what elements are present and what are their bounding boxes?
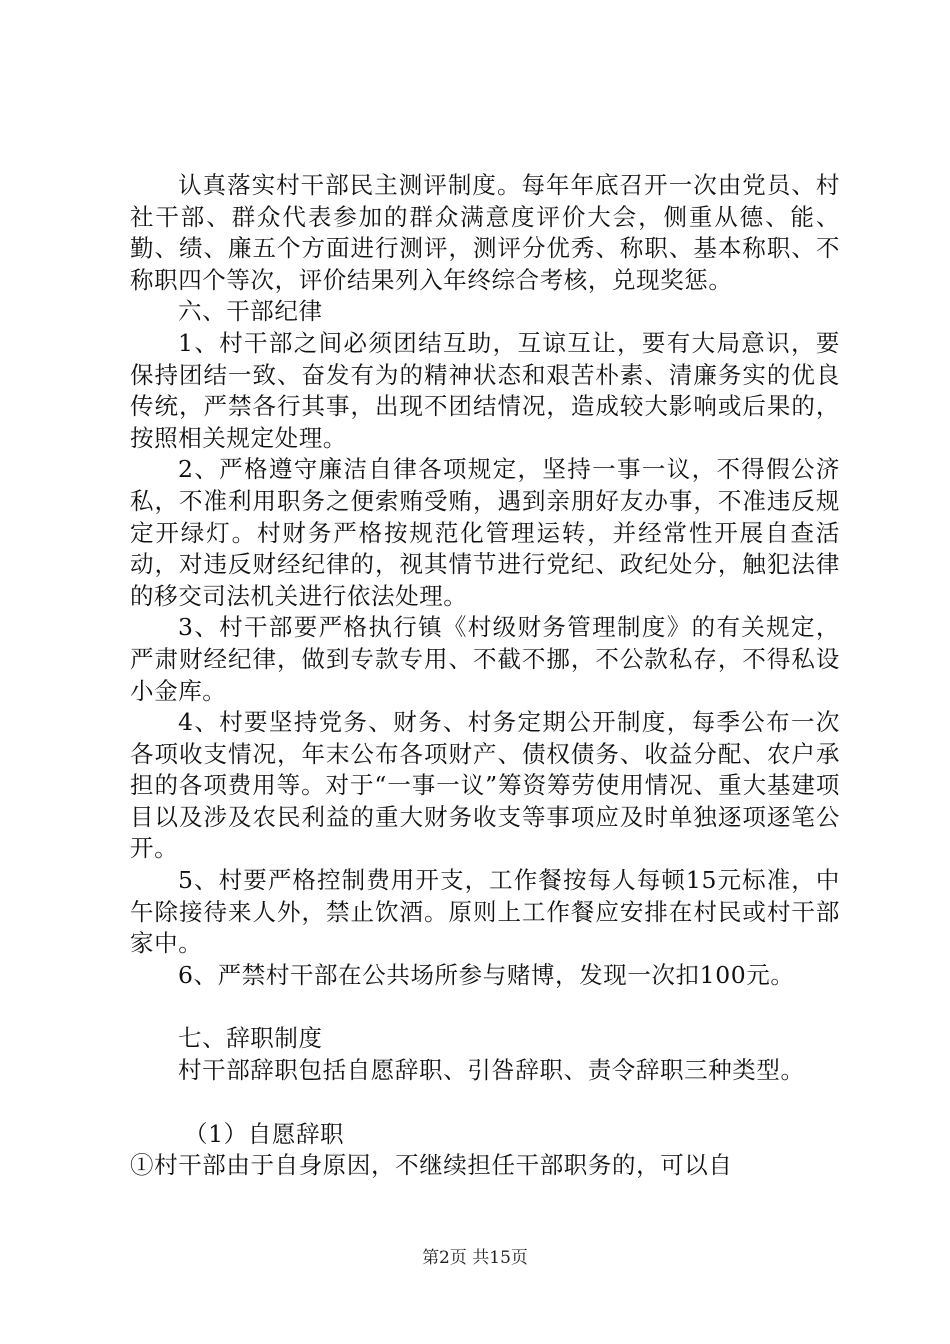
- paragraph-discipline-6: 6、严禁村干部在公共场所参与赌博，发现一次扣100元。: [178, 960, 795, 989]
- paragraph-resignation-types: 村干部辞职包括自愿辞职、引咎辞职、责令辞职三种类型。: [178, 1056, 805, 1085]
- section-heading-discipline: 六、干部纪律: [178, 297, 323, 326]
- section-heading-resignation: 七、辞职制度: [178, 1024, 323, 1053]
- paragraph-discipline-1: 1、村干部之间必须团结互助，互谅互让，要有大局意识，要保持团结一致、奋发有为的精神状态和艰苦朴素、清廉务实的优良传统，严禁各行其事，出现不团结情况，造成较大影响或后果的，按照相关规定处理。: [130, 328, 840, 452]
- paragraph-evaluation: 认真落实村干部民主测评制度。每年年底召开一次由党员、村社干部、群众代表参加的群众满意度评价大会，侧重从德、能、勤、绩、廉五个方面进行测评，测评分优秀、称职、基本称职、不称职四个等次，评价结果列入年终综合考核，兑现奖惩。: [130, 171, 840, 294]
- paragraph-voluntary-1: ①村干部由于自身原因，不继续担任干部职务的，可以自: [130, 1151, 733, 1180]
- spacer: [130, 991, 840, 1023]
- paragraph-discipline-2: 2、严格遵守廉洁自律各项规定，坚持一事一议，不得假公济私，不准利用职务之便索贿受贿，遇到亲朋好友办事，不准违反规定开绿灯。村财务严格按规范化管理运转，并经常性开展自查活动，对违反财经纪律的，视其情节进行党纪、政纪处分，触犯法律的移交司法机关进行依法处理。: [130, 455, 840, 610]
- paragraph-discipline-4: 4、村要坚持党务、财务、村务定期公开制度，每季公布一次各项收支情况，年末公布各项财产、债权债务、收益分配、农户承担的各项费用等。对于“一事一议”筹资筹劳使用情况、重大基建项目以及涉及农民利益的重大财务收支等事项应及时单独逐项逐笔公开。: [130, 708, 840, 863]
- spacer: [130, 1087, 840, 1119]
- subheading-voluntary-resignation: （1）自愿辞职: [184, 1119, 345, 1148]
- page-number-footer: 第2页 共15页: [422, 1248, 528, 1268]
- document-body: [130, 170, 840, 1182]
- paragraph-discipline-3: 3、村干部要严格执行镇《村级财务管理制度》的有关规定，严肃财经纪律，做到专款专用、不截不挪，不公款私存，不得私设小金库。: [130, 613, 840, 705]
- paragraph-discipline-5: 5、村要严格控制费用开支，工作餐按每人每顿15元标准，中午除接待来人外，禁止饮酒。原则上工作餐应安排在村民或村干部家中。: [130, 866, 840, 958]
